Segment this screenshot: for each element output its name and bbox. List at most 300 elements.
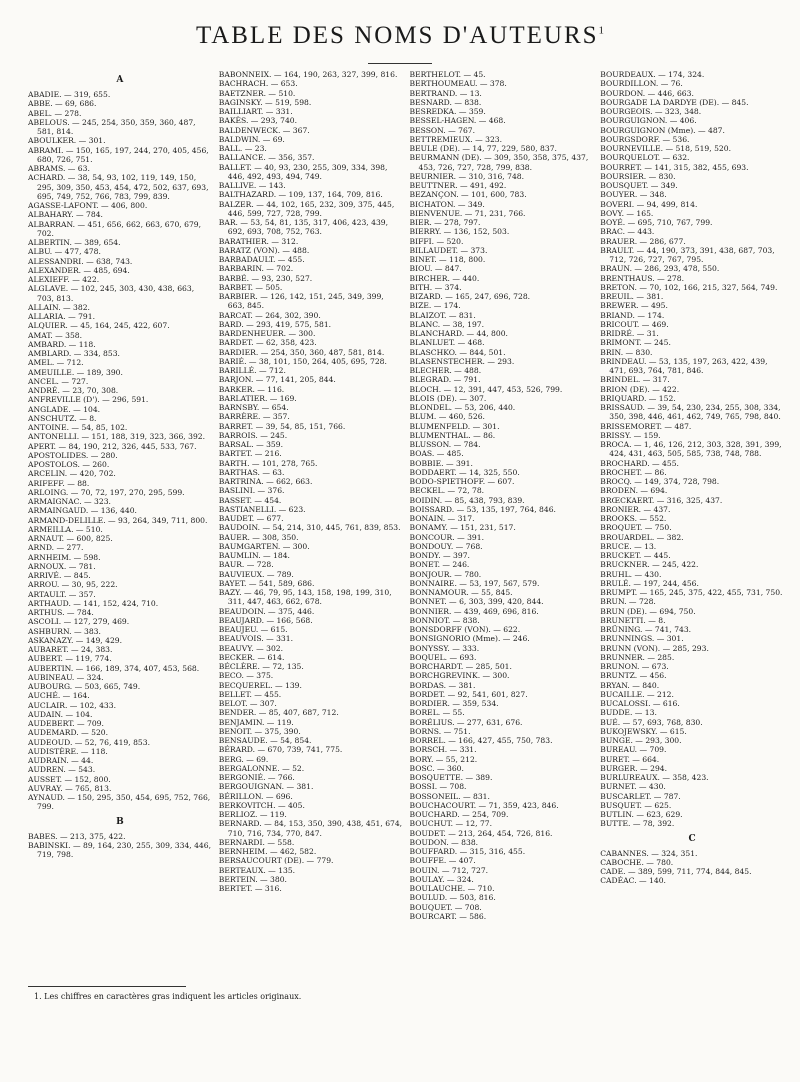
author-entry: BOULUD. — 503, 816.: [409, 893, 496, 903]
author-entry: BARBET. — 505.: [218, 282, 283, 292]
author-entry: BERNARD. — 84, 153, 350, 390, 438, 451, 674, 710, 716, 734, 770, 847.: [218, 819, 403, 838]
author-entry: BERSAUCOURT (DE). — 779.: [218, 856, 334, 866]
author-entry: BICHATON. — 349.: [409, 199, 485, 209]
author-entry: BOAS. — 485.: [409, 449, 464, 459]
author-entry: BROQUET. — 750.: [600, 523, 672, 533]
author-entry: BUSQUET. — 625.: [600, 800, 672, 810]
author-entry: BARCAT. — 264, 302, 390.: [218, 310, 321, 320]
author-entry: ALBAHARY. — 784.: [28, 210, 103, 220]
footnote-rule: [28, 986, 186, 987]
author-entry: BUSCARLET. — 787.: [600, 791, 681, 801]
author-entry: BODDAERT. — 14, 325, 550.: [409, 467, 520, 477]
author-entry: BRISSEMORET. — 487.: [600, 421, 692, 431]
author-entry: CADÉAC. — 140.: [600, 876, 666, 886]
author-entry: BOSSI. — 708.: [409, 782, 467, 792]
author-entry: AUBERTIN. — 166, 189, 374, 407, 453, 568.: [28, 663, 200, 673]
author-entry: ABRAMI. — 150, 165, 197, 244, 270, 405, 456, 680, 726, 751.: [28, 145, 209, 164]
author-entry: ARTHUS. — 784.: [28, 608, 94, 617]
author-entry: BRENTHAUS. — 278.: [600, 273, 684, 283]
author-entry: BODO-SPIETHOFF. — 607.: [409, 477, 515, 486]
author-entry: BOSC. — 360.: [409, 763, 464, 773]
author-entry: BRAC. — 443.: [600, 227, 655, 237]
author-entry: BORÉLIUS. — 277, 631, 676.: [409, 717, 523, 727]
author-entry: BOSSONEIL. — 831.: [409, 791, 490, 801]
author-entry: BEZANÇON. — 101, 600, 783.: [409, 190, 527, 200]
author-entry: BALLIVE. — 143.: [218, 181, 286, 190]
author-entry: AUBERT. — 119, 774.: [28, 654, 112, 664]
author-entry: BOURCART. — 586.: [409, 911, 487, 921]
author-entry: BENJAMIN. — 119.: [218, 717, 294, 727]
author-entry: BORNS. — 751.: [409, 726, 471, 736]
author-entry: BABONNEIX. — 164, 190, 263, 327, 399, 816.: [218, 70, 398, 79]
author-entry: BAKÈS. — 293, 740.: [218, 116, 298, 126]
author-entry: ARRIVÉ. — 845.: [28, 571, 91, 580]
author-entry: BARTET. — 216.: [218, 449, 282, 459]
author-entry: BOULAY. — 324.: [409, 874, 474, 884]
author-entry: BERTET. — 316.: [218, 884, 282, 893]
author-entry: ALBARRAN. — 451, 656, 662, 663, 670, 679, 702.: [28, 219, 202, 238]
author-entry: BOYÉ. — 695, 710, 767, 799.: [600, 218, 713, 227]
author-entry: BONAIN. — 317.: [409, 514, 475, 523]
author-entry: ABEL. — 278.: [28, 108, 82, 118]
author-entry: BERTEIN. — 380.: [218, 874, 287, 884]
author-entry: BOUCHUT. — 12, 77.: [409, 819, 493, 829]
author-entry: BARNSBY. — 654.: [218, 403, 289, 412]
author-entry: ALGLAVE. — 102, 245, 303, 430, 438, 663, 703, 813.: [28, 284, 195, 303]
author-entry: BONNAIRE. — 53, 197, 567, 579.: [409, 578, 540, 588]
author-entry: BOURDON. — 446, 663.: [600, 88, 694, 98]
author-entry: BOURGSDORF. — 536.: [600, 134, 690, 144]
author-entry: BOURRET. — 141, 315, 382, 455, 693.: [600, 162, 749, 172]
author-entry: BARBARIN. — 702.: [218, 264, 294, 274]
author-entry: BRUCE. — 13.: [600, 541, 657, 551]
author-entry: BURNET. — 430.: [600, 782, 666, 792]
author-entry: BRION (DE). — 422.: [600, 384, 680, 394]
author-entry: BUÉ. — 57, 693, 768, 830.: [600, 717, 703, 727]
author-entry: ASCOLI. — 127, 279, 469.: [28, 617, 130, 627]
author-entry: BAETZNER. — 510.: [218, 88, 296, 98]
author-entry: BOURDILLON. — 76.: [600, 79, 683, 89]
author-entry: BUTLIN. — 623, 629.: [600, 810, 683, 819]
author-entry: BRUMPT. — 165, 245, 375, 422, 455, 731, 750.: [600, 588, 783, 597]
author-entry: ARTHAUD. — 141, 152, 424, 710.: [28, 598, 159, 608]
author-entry: AUDRAIN. — 44.: [28, 756, 94, 765]
author-entry: ALQUIER. — 45, 164, 245, 422, 607.: [28, 321, 170, 331]
author-entry: BONDY. — 397.: [409, 551, 470, 560]
author-entry: ARLOING. — 70, 72, 197, 270, 295, 599.: [28, 487, 185, 497]
author-entry: BAYET. — 541, 589, 686.: [218, 578, 315, 588]
author-entry: AMEUILLE. — 189, 390.: [28, 367, 123, 377]
author-entry: BONYSSY. — 333.: [409, 643, 480, 653]
author-entry: AUBARET. — 24, 383.: [28, 645, 113, 654]
author-entry: BRISSAUD. — 39, 54, 230, 234, 255, 308, 334, 350, 398, 446, 461, 462, 749, 765, 798, 840.: [600, 403, 781, 422]
author-entry: BIZE. — 174.: [409, 301, 461, 311]
author-entry: BURET. — 664.: [600, 754, 660, 764]
author-entry: BOREL. — 55.: [409, 708, 465, 718]
author-entry: BUREAU. — 709.: [600, 745, 667, 755]
author-entry: BIOU. — 847.: [409, 264, 462, 274]
author-entry: ANSCHUTZ. — 8.: [28, 413, 97, 423]
author-entry: BIERRY. — 136, 152, 503.: [409, 227, 510, 237]
author-entry: BORDAS. — 381.: [409, 680, 476, 690]
author-entry: BOUDON. — 838.: [409, 837, 479, 847]
author-entry: BUCALOSSI. — 616.: [600, 699, 680, 708]
author-entry: BERGOUIGNAN. — 381.: [218, 782, 314, 792]
author-entry: BOURGUIGNON. — 406.: [600, 116, 697, 126]
author-entry: BONET. — 246.: [409, 560, 470, 570]
author-entry: BONNIOT. — 838.: [409, 615, 480, 625]
author-entry: BEUTTNER. — 491, 492.: [409, 181, 507, 190]
author-entry: BOURSIER. — 830.: [600, 171, 676, 181]
author-entry: BLONDEL. — 53, 206, 440.: [409, 403, 516, 412]
author-entry: BARTH. — 101, 278, 765.: [218, 458, 318, 468]
author-entry: BIENVENUE. — 71, 231, 766.: [409, 208, 526, 218]
author-entry: BALL. — 23.: [218, 144, 267, 153]
author-entry: BERTRAND. — 13.: [409, 88, 482, 98]
author-entry: ASKANAZY. — 149, 429.: [28, 635, 123, 645]
author-entry: BAUDOIN. — 54, 214, 310, 445, 761, 839, 853.: [218, 523, 401, 533]
author-entry: BARIÉ. — 38, 101, 150, 264, 405, 695, 728.: [218, 356, 387, 366]
author-entry: BONCOUR. — 391.: [409, 532, 484, 542]
author-entry: BOUCHACOURT. — 71, 359, 423, 846.: [409, 800, 559, 810]
author-entry: BRUCKET. — 445.: [600, 551, 671, 560]
author-entry: BRINDEL. — 317.: [600, 375, 670, 385]
author-entry: BORDET. — 92, 541, 601, 827.: [409, 689, 528, 699]
author-entry: BAUER. — 308, 350.: [218, 532, 299, 542]
author-entry: BRÜNING. — 741, 743.: [600, 625, 692, 634]
author-entry: BENDER. — 85, 407, 687, 712.: [218, 708, 339, 718]
author-entry: BORSCH. — 331.: [409, 745, 477, 755]
author-entry: BAUMLIN. — 184.: [218, 551, 290, 560]
author-entry: BOQUEL. — 693.: [409, 652, 477, 662]
author-entry: BROUARDEL. — 382.: [600, 532, 684, 542]
author-index: [28, 70, 784, 974]
author-entry: BILLAUDET. — 373.: [409, 245, 488, 255]
author-entry: BRIDRÉ. — 31.: [600, 329, 659, 338]
author-entry: BLUM. — 460, 526.: [409, 412, 485, 422]
author-entry: BOVY. — 165.: [600, 208, 654, 218]
author-entry: BONSIGNORIO (Mme). — 246.: [409, 634, 530, 644]
author-entry: BLEGRAD. — 791.: [409, 375, 481, 385]
author-entry: BRIQUARD. — 152.: [600, 393, 676, 403]
author-entry: BEURMANN (DE). — 309, 350, 358, 375, 437, 453, 726, 727, 728, 799, 838.: [409, 153, 589, 172]
author-entry: BARKER. — 116.: [218, 384, 285, 394]
section-letter: B: [116, 816, 124, 827]
author-entry: BAILLIART. — 331.: [218, 107, 293, 116]
author-entry: AUCHÉ. — 164.: [28, 691, 90, 701]
author-entry: BACHRACH. — 653.: [218, 79, 298, 89]
author-entry: BRIN. — 830.: [600, 347, 653, 357]
author-entry: AUSSET. — 152, 800.: [28, 774, 111, 784]
author-entry: BERNHEIM. — 462, 582.: [218, 847, 317, 856]
author-entry: BOUIN. — 712, 727.: [409, 865, 489, 875]
author-entry: BRETON. — 70, 102, 166, 215, 327, 564, 749.: [600, 282, 778, 292]
author-entry: ABADIE. — 319, 655.: [28, 90, 111, 99]
author-entry: AUCLAIR. — 102, 433.: [28, 700, 117, 710]
author-entry: BRULÉ. — 197, 244, 456.: [600, 578, 699, 588]
section-letter: A: [116, 75, 124, 85]
author-entry: ARIFEFF. — 88.: [28, 478, 90, 488]
footnote: 1. Les chiffres en caractères gras indiquent les articles originaux.: [34, 992, 302, 1001]
author-entry: BRAUER. — 286, 677.: [600, 236, 686, 246]
author-entry: BAUDET. — 677.: [218, 514, 284, 523]
author-entry: BARRÈRE. — 357.: [218, 412, 290, 422]
author-entry: BESSON. — 767.: [409, 125, 476, 135]
index-column-3: [410, 70, 594, 974]
author-entry: ARMAIGNAC. — 323.: [28, 497, 111, 506]
author-entry: BRICOUT. — 469.: [600, 319, 669, 329]
author-entry: BRUNNER. — 285.: [600, 652, 675, 662]
author-entry: BRŒCKAERT. — 316, 325, 437.: [600, 495, 723, 505]
author-entry: BINET. — 118, 800.: [409, 255, 486, 264]
author-entry: ANFREVILLE (D'). — 296, 591.: [28, 395, 149, 405]
author-entry: BOURDEAUX. — 174, 324.: [600, 70, 705, 79]
author-entry: BROCHARD. — 455.: [600, 458, 679, 468]
author-entry: BAR. — 53, 54, 81, 135, 317, 406, 423, 439, 692, 693, 708, 752, 763.: [218, 218, 389, 237]
author-entry: BENSAUDE. — 54, 854.: [218, 736, 312, 745]
author-entry: BARD. — 293, 419, 575, 581.: [218, 319, 332, 329]
author-entry: ABBE. — 69, 686.: [28, 99, 97, 109]
author-entry: BEURNIER. — 310, 316, 748.: [409, 171, 525, 181]
author-entry: BARILLÉ. — 712.: [218, 366, 286, 375]
author-entry: CADE. — 389, 599, 711, 774, 844, 845.: [600, 867, 752, 876]
author-entry: BEAUJARD. — 166, 568.: [218, 615, 313, 625]
author-entry: AMBLARD. — 334, 853.: [28, 349, 120, 358]
author-entry: BRUNTZ. — 456.: [600, 671, 667, 681]
author-entry: BABINSKI. — 89, 164, 230, 255, 309, 334, 446, 719, 798.: [28, 840, 212, 859]
author-entry: BLUMENFELD. — 301.: [409, 421, 500, 431]
author-entry: BRIAND. — 174.: [600, 310, 665, 320]
author-entry: BIRCHER. — 440.: [409, 273, 480, 283]
author-entry: BEAUJEU. — 615.: [218, 625, 288, 634]
author-entry: BÉCLÈRE. — 72, 135.: [218, 662, 304, 671]
author-entry: CABANNES. — 324, 351.: [600, 848, 698, 858]
author-entry: BRUNETTI. — 8.: [600, 615, 666, 625]
author-entry: BERGONIÉ. — 766.: [218, 773, 295, 782]
author-entry: BONNET. — 6, 303, 399, 420, 844.: [409, 597, 544, 607]
author-entry: BOVERI. — 94, 499, 814.: [600, 199, 698, 209]
author-entry: BAUR. — 728.: [218, 560, 274, 570]
author-entry: AUBINEAU. — 324.: [28, 672, 104, 682]
author-entry: ARND. — 277.: [28, 543, 84, 553]
author-entry: BERG. — 69.: [218, 754, 269, 764]
author-entry: BECQUEREL. — 139.: [218, 680, 302, 690]
author-entry: AMAT. — 358.: [28, 330, 83, 340]
author-entry: BARATHIER. — 312.: [218, 236, 299, 246]
author-entry: BLOIS (DE). — 307.: [409, 393, 487, 403]
author-entry: ALEXANDER. — 485, 694.: [28, 265, 130, 275]
author-entry: AUDISTÈRE. — 118.: [28, 746, 108, 756]
author-entry: BOUDET. — 213, 264, 454, 726, 816.: [409, 828, 553, 838]
author-entry: BRUHL. — 430.: [600, 569, 662, 579]
author-entry: BOUFFARD. — 315, 316, 455.: [409, 847, 526, 856]
author-entry: BUDDE. — 13.: [600, 708, 657, 718]
author-entry: BALLANCE. — 356, 357.: [218, 153, 315, 163]
author-entry: BIZARD. — 165, 247, 696, 728.: [409, 292, 531, 301]
author-entry: BESREDKA. — 359.: [409, 107, 486, 116]
author-entry: BONDOUY. — 768.: [409, 541, 483, 551]
author-entry: BLOCH. — 12, 391, 447, 453, 526, 799.: [409, 384, 563, 394]
author-entry: BARBADAULT. — 455.: [218, 255, 305, 264]
author-entry: BASTIANELLI. — 623.: [218, 504, 306, 514]
author-entry: CABOCHE. — 780.: [600, 857, 674, 867]
author-entry: BECKEL. — 72, 78.: [409, 486, 485, 496]
author-entry: ALBERTIN. — 389, 654.: [28, 238, 121, 247]
author-entry: ALEXIEFF. — 422.: [28, 275, 100, 284]
author-entry: BARTHAS. — 63.: [218, 467, 285, 477]
author-entry: ABOULKER. — 301.: [28, 136, 106, 146]
author-entry: BARBIER. — 126, 142, 151, 245, 349, 399, 663, 845.: [218, 292, 384, 311]
author-entry: BRUNNINGS. — 301.: [600, 634, 684, 644]
author-entry: BROCQ. — 149, 374, 728, 798.: [600, 477, 720, 486]
author-entry: ANTONELLI. — 151, 188, 319, 323, 366, 392.: [28, 432, 206, 442]
author-entry: BLASCHKO. — 844, 501.: [409, 347, 506, 357]
author-entry: BALTHAZARD. — 109, 137, 164, 709, 816.: [218, 190, 383, 200]
author-entry: BETTREMIEUX. — 323.: [409, 134, 503, 144]
author-entry: BERNARDI. — 558.: [218, 837, 295, 847]
author-entry: BITH. — 374.: [409, 282, 462, 292]
author-entry: BLANLUET. — 468.: [409, 338, 485, 348]
author-entry: BARDET. — 62, 358, 423.: [218, 338, 317, 348]
author-entry: ANTOINE. — 54, 85, 102.: [28, 423, 128, 432]
author-entry: BLANCHARD. — 44, 800.: [409, 329, 508, 338]
author-entry: ARMAINGAUD. — 136, 440.: [28, 506, 137, 516]
author-entry: AUDEOUD. — 52, 76, 419, 853.: [28, 737, 151, 747]
author-entry: BEULE (DE). — 14, 77, 229, 580, 837.: [409, 144, 557, 153]
author-entry: BECO. — 375.: [218, 671, 274, 681]
author-entry: BARLATIER. — 169.: [218, 393, 297, 403]
author-entry: BROCHET. — 86.: [600, 467, 667, 477]
author-entry: BERKOVITCH. — 405.: [218, 800, 305, 810]
page-title: TABLE DES NOMS D'AUTEURS$^1$: [195, 22, 605, 49]
author-entry: BLECHER. — 488.: [409, 366, 482, 375]
author-entry: BUCAILLE. — 212.: [600, 689, 674, 699]
author-entry: BRISSY. — 159.: [600, 430, 661, 440]
author-entry: BARROIS. — 245.: [218, 430, 288, 440]
author-entry: BOURGEOIS. — 323, 348.: [600, 107, 702, 116]
author-entry: ARTAULT. — 357.: [28, 589, 96, 599]
author-entry: BIER. — 278, 797.: [409, 218, 481, 227]
author-entry: ALLARIA. — 791.: [28, 312, 95, 321]
author-entry: BOUCHARD. — 254, 709.: [409, 810, 509, 819]
author-entry: BOURQUELOT. — 632.: [600, 153, 690, 163]
author-entry: BOUFFE. — 407.: [409, 856, 476, 866]
author-entry: BRUN (DE). — 694, 750.: [600, 606, 696, 616]
author-entry: BORY. — 55, 212.: [409, 754, 478, 764]
author-entry: ARNHEIM. — 598.: [28, 552, 101, 562]
author-entry: BROCA. — 1, 46, 126, 212, 303, 328, 391, 399, 424, 431, 463, 505, 585, 738, 748, 788.: [600, 440, 782, 459]
author-entry: BRIMONT. — 245.: [600, 338, 671, 348]
author-entry: BREUIL. — 381.: [600, 292, 664, 301]
author-entry: AUDAIN. — 104.: [28, 709, 93, 719]
author-entry: BALDENWECK. — 367.: [218, 125, 310, 135]
author-entry: BOBBIE. — 391.: [409, 458, 473, 468]
author-entry: BONAMY. — 151, 231, 517.: [409, 523, 516, 533]
author-entry: AGASSE-LAFONT. — 406, 800.: [28, 201, 148, 210]
author-entry: BAGINSKY. — 519, 598.: [218, 97, 312, 107]
author-entry: BARRET. — 39, 54, 85, 151, 766.: [218, 421, 346, 431]
author-entry: BARATZ (VON). — 488.: [218, 245, 310, 255]
author-entry: BRODEN. — 694.: [600, 486, 668, 496]
author-entry: BURLUREAUX. — 358, 423.: [600, 773, 709, 782]
author-entry: BASLINI. — 376.: [218, 486, 285, 496]
author-entry: BERGALONNE. — 52.: [218, 763, 305, 773]
author-entry: BRUNON. — 673.: [600, 662, 669, 671]
index-column-2: [219, 70, 403, 974]
author-entry: BOUQUET. — 708.: [409, 902, 482, 912]
author-entry: BARSAL. — 359.: [218, 440, 284, 449]
author-entry: ALLAIN. — 382.: [28, 302, 90, 312]
author-entry: BENOIT. — 375, 390.: [218, 726, 301, 736]
author-entry: BONNAMOUR. — 55, 845.: [409, 588, 513, 597]
author-entry: BUNGE. — 293, 300.: [600, 736, 682, 745]
author-entry: BAUVIEUX. — 789.: [218, 569, 294, 579]
author-entry: BALDWIN. — 69.: [218, 134, 285, 144]
author-entry: BOIDIN. — 85, 438, 793, 839.: [409, 495, 525, 505]
author-entry: BLUMENTHAL. — 86.: [409, 430, 496, 440]
author-entry: BREWER. — 495.: [600, 301, 668, 311]
author-entry: BRUN. — 728.: [600, 597, 656, 607]
author-entry: AUDREN. — 543.: [28, 765, 96, 775]
author-entry: BAZY. — 46, 79, 95, 143, 158, 198, 199, 310, 311, 447, 463, 662, 678.: [218, 588, 392, 607]
author-entry: AMBARD. — 118.: [28, 339, 96, 349]
author-entry: BOURNEVILLE. — 518, 519, 520.: [600, 144, 732, 153]
author-entry: BEAUVY. — 302.: [218, 643, 284, 653]
author-entry: BASSET. — 454.: [218, 495, 282, 505]
author-entry: BERTEAUX. — 135.: [218, 865, 296, 875]
author-entry: BIFFI. — 520.: [409, 236, 464, 246]
author-entry: ARCELIN. — 420, 702.: [28, 469, 116, 479]
footnote-marker: 1: [598, 24, 605, 37]
author-entry: BORCHARDT. — 285, 501.: [409, 662, 512, 671]
author-entry: BERTHELOT. — 45.: [409, 70, 486, 79]
author-entry: BRYAN. — 840.: [600, 680, 660, 690]
author-entry: BESSEL-HAGEN. — 468.: [409, 116, 506, 126]
author-entry: BARBÉ. — 93, 230, 527.: [218, 273, 313, 283]
author-entry: BARDIER. — 254, 350, 360, 487, 581, 814.: [218, 347, 385, 357]
author-entry: AUVRAY. — 765, 813.: [28, 783, 112, 793]
author-entry: BELLET. — 455.: [218, 689, 282, 699]
author-entry: BURGER. — 294.: [600, 763, 668, 773]
author-entry: ANCEL. — 727.: [28, 376, 89, 386]
author-entry: BERLIOZ. — 119.: [218, 810, 287, 819]
author-entry: BAUMGARTEN. — 300.: [218, 541, 310, 551]
author-entry: AUBOURG. — 503, 665, 749.: [28, 682, 141, 691]
author-entry: BRONIER. — 437.: [600, 504, 671, 514]
author-entry: BEAUVOIS. — 331.: [218, 634, 294, 644]
author-entry: AYNAUD. — 150, 295, 350, 454, 695, 752, 766, 799.: [28, 793, 211, 812]
author-entry: BRUCKNER. — 245, 422.: [600, 560, 699, 570]
author-entry: ARMAND-DELILLE. — 93, 264, 349, 711, 800.: [28, 515, 208, 525]
author-entry: BOSQUETTE. — 389.: [409, 773, 493, 782]
author-entry: ASHBURN. — 383.: [28, 626, 101, 636]
author-entry: BARDENHEUER. — 300.: [218, 329, 316, 338]
author-entry: BORCHGREVINK. — 300.: [409, 671, 510, 681]
author-entry: ARNAUT. — 600, 825.: [28, 534, 113, 543]
author-entry: ARMEILLA. — 510.: [28, 524, 103, 534]
author-entry: BORREL. — 166, 427, 455, 750, 783.: [409, 736, 553, 745]
author-entry: BOURGADE LA DARDYE (DE). — 845.: [600, 97, 749, 107]
author-entry: BARTRINA. — 662, 663.: [218, 477, 313, 486]
index-column-1: [28, 70, 212, 974]
author-entry: BALZER. — 44, 102, 165, 232, 309, 375, 445, 446, 599, 727, 728, 799.: [218, 199, 395, 218]
author-entry: ACHARD. — 38, 54, 93, 102, 119, 149, 150, 295, 309, 350, 453, 454, 472, 502, 637, 693, 695, 749, 752, 766, 783, 799, 839.: [28, 173, 209, 201]
author-entry: BOUSQUET. — 349.: [600, 181, 678, 190]
author-entry: BOURGUIGNON (Mme). — 487.: [600, 125, 725, 135]
author-entry: ABELOUS. — 245, 254, 350, 359, 360, 487, 581, 814.: [28, 117, 196, 136]
author-entry: APERT. — 84, 190, 212, 326, 445, 533, 767.: [28, 441, 197, 451]
author-entry: BORDIER. — 359, 534.: [409, 699, 499, 708]
